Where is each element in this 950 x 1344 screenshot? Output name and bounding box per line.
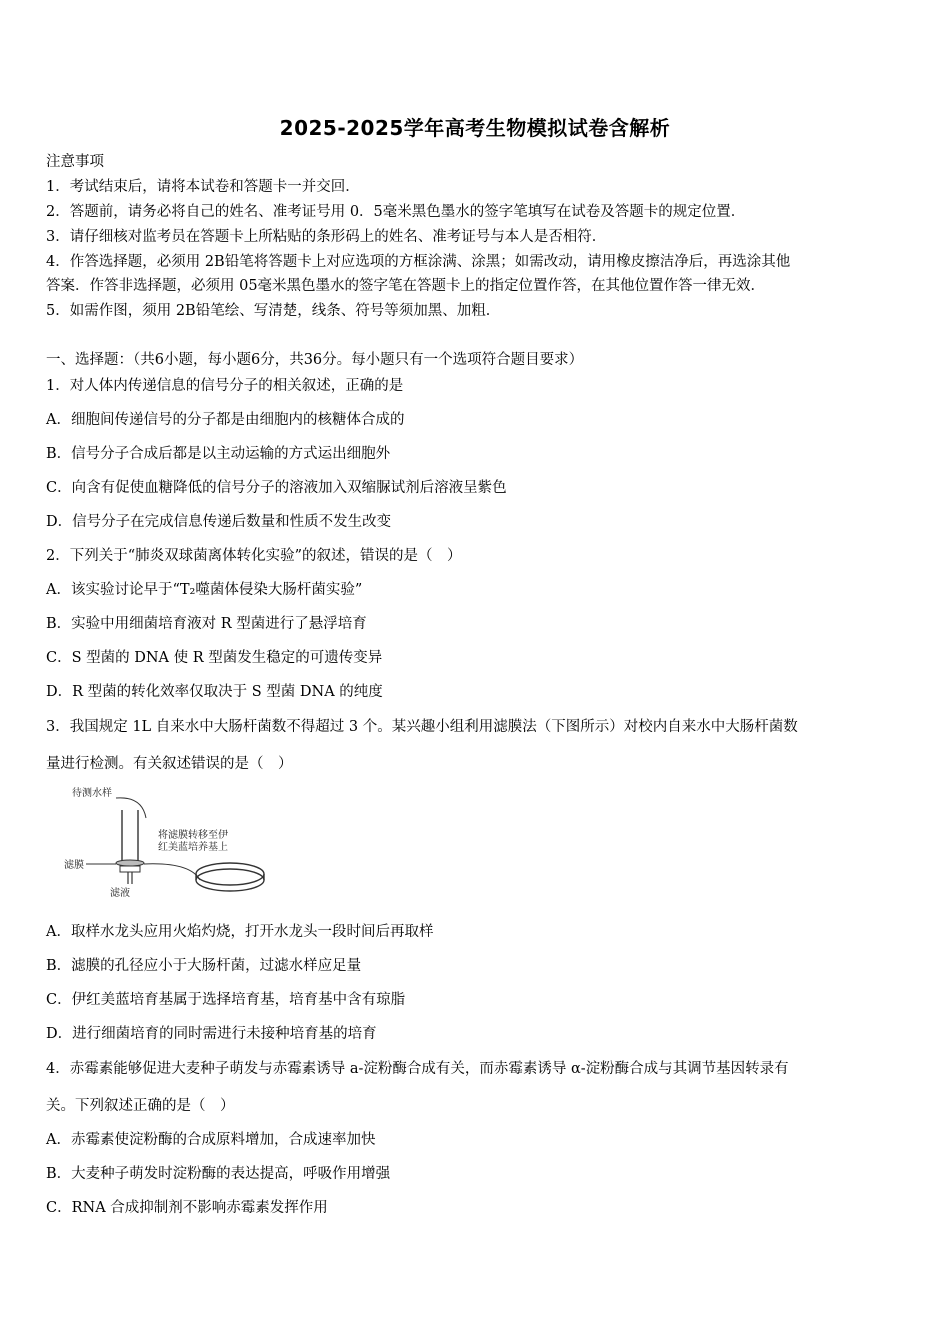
question-stem: 4．赤霉素能够促进大麦种子萌发与赤霉素诱导 a-淀粉酶合成有关，而赤霉素诱导 α-淀粉酶合成与其调节基因转录有	[46, 1061, 789, 1077]
figure-label-transfer: 将滤膜转移至伊	[158, 830, 228, 841]
question-option: B．实验中用细菌培育液对 R 型菌进行了悬浮培育	[46, 616, 367, 632]
figure-label-membrane: 滤膜	[64, 860, 84, 871]
question-option: D．信号分子在完成信息传递后数量和性质不发生改变	[46, 514, 392, 530]
figure-label-sample: 待测水样	[72, 788, 112, 799]
membrane-filtration-figure	[50, 784, 310, 900]
question-stem: 1．对人体内传递信息的信号分子的相关叙述，正确的是	[46, 378, 404, 394]
question-option: C．伊红美蓝培育基属于选择培育基，培育基中含有琼脂	[46, 992, 406, 1008]
notice-item: 3．请仔细核对监考员在答题卡上所粘贴的条形码上的姓名、准考证号与本人是否相符．	[46, 229, 607, 245]
figure-label-filtrate: 滤液	[110, 888, 130, 899]
question-stem-continued: 关。下列叙述正确的是（ ）	[46, 1098, 235, 1114]
question-option: A．细胞间传递信号的分子都是由细胞内的核糖体合成的	[46, 412, 405, 428]
notice-item: 2．答题前，请务必将自己的姓名、准考证号用 0．5毫米黑色墨水的签字笔填写在试卷及答题卡的规定位置．	[46, 204, 746, 220]
question-stem: 2．下列关于“肺炎双球菌离体转化实验”的叙述，错误的是（ ）	[46, 548, 462, 564]
question-option: C．向含有促使血糖降低的信号分子的溶液加入双缩脲试剂后溶液呈紫色	[46, 480, 507, 496]
question-option: B．信号分子合成后都是以主动运输的方式运出细胞外	[46, 446, 391, 462]
question-option: C．RNA 合成抑制剂不影响赤霉素发挥作用	[46, 1200, 328, 1216]
question-stem-continued: 量进行检测。有关叙述错误的是（ ）	[46, 756, 293, 772]
page-title: 2025-2025学年高考生物模拟试卷含解析	[279, 116, 671, 140]
question-option: A．该实验讨论早于“T₂噬菌体侵染大肠杆菌实验”	[46, 582, 363, 598]
figure-label-transfer: 红美蓝培养基上	[158, 842, 228, 853]
notice-item: 1．考试结束后，请将本试卷和答题卡一并交回．	[46, 179, 360, 195]
question-option: A．赤霉素使淀粉酶的合成原料增加，合成速率加快	[46, 1132, 376, 1148]
notice-heading: 注意事项	[46, 154, 104, 170]
section-heading: 一、选择题：（共6小题，每小题6分，共36分。每小题只有一个选项符合题目要求）	[46, 352, 584, 368]
question-option: B．大麦种子萌发时淀粉酶的表达提高，呼吸作用增强	[46, 1166, 391, 1182]
notice-item: 4．作答选择题，必须用 2B铅笔将答题卡上对应选项的方框涂满、涂黑；如需改动，请用橡皮擦洁净后，再选涂其他	[46, 254, 791, 270]
notice-item: 5．如需作图，须用 2B铅笔绘、写清楚，线条、符号等须加黑、加粗．	[46, 303, 501, 319]
question-option: C．S 型菌的 DNA 使 R 型菌发生稳定的可遗传变异	[46, 650, 383, 666]
question-stem: 3．我国规定 1L 自来水中大肠杆菌数不得超过 3 个。某兴趣小组利用滤膜法（下图所示）对校内自来水中大肠杆菌数	[46, 719, 798, 735]
question-option: B．滤膜的孔径应小于大肠杆菌，过滤水样应足量	[46, 958, 362, 974]
question-option: D．R 型菌的转化效率仅取决于 S 型菌 DNA 的纯度	[46, 684, 383, 700]
question-option: A．取样水龙头应用火焰灼烧，打开水龙头一段时间后再取样	[46, 924, 434, 940]
question-option: D．进行细菌培育的同时需进行未接种培育基的培育	[46, 1026, 377, 1042]
notice-item: 答案．作答非选择题，必须用 05毫米黑色墨水的签字笔在答题卡上的指定位置作答，在其他位置作答一律无效．	[46, 278, 766, 294]
